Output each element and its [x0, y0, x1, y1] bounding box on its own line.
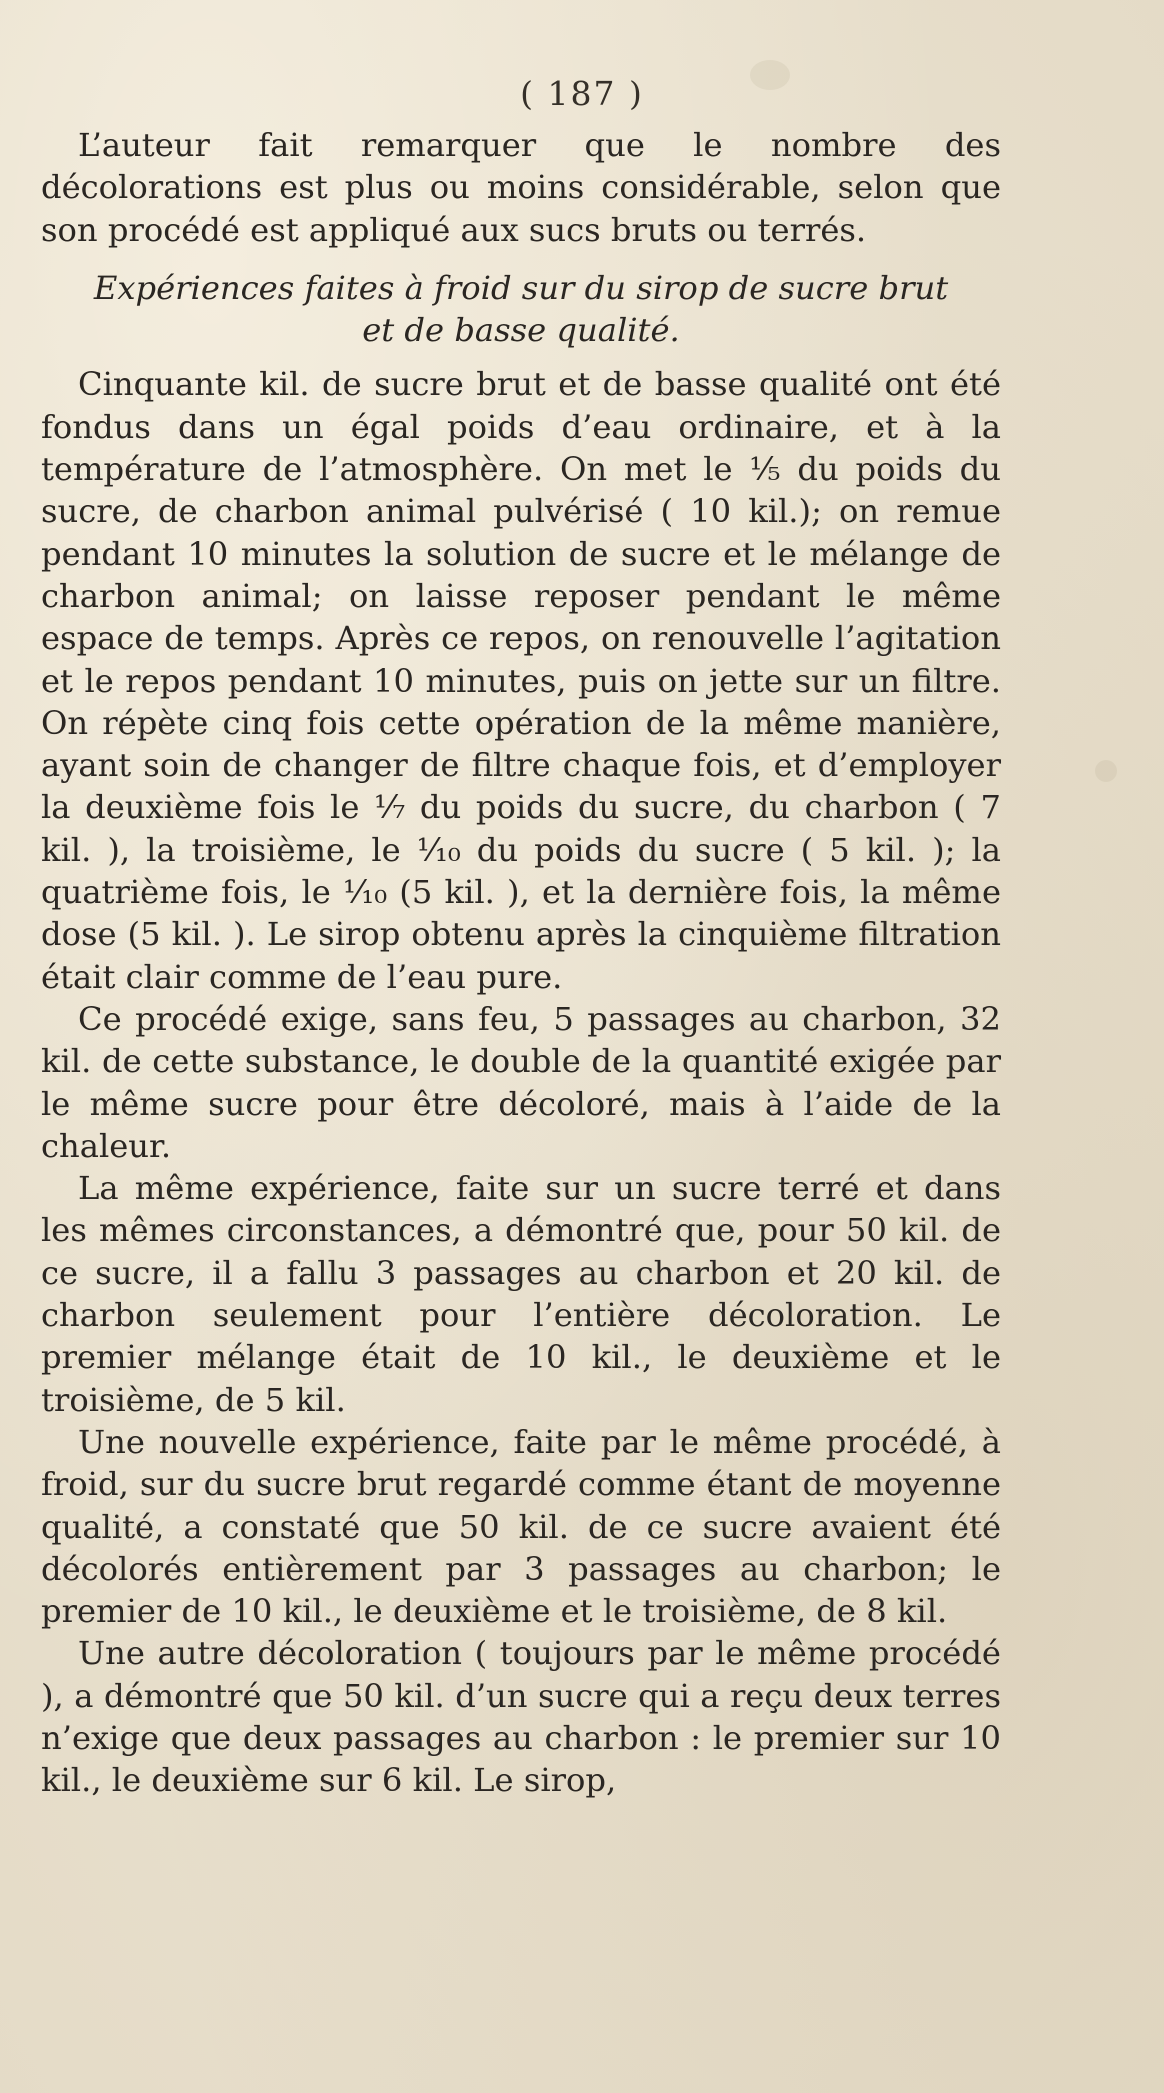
paragraph-experiment-brut: Cinquante kil. de sucre brut et de basse qualité ont été fondus dans un égal poids d’eau ordinaire, et à la température de l’atmosphère. On met le ¹⁄₅ du poids du sucre, de charbon animal pulvérisé ( 10 kil.); on remue pendant 10 minutes la solution de sucre et le mélange de charbon animal; on laisse reposer pendant le même espace de temps. Après ce repos, on renouvelle l’agitation et le repos pendant 10 minutes, puis on jette sur un filtre. On répète cinq fois cette opération de la même manière, ayant soin de changer de filtre chaque fois, et d’employer la deuxième fois le ¹⁄₇ du poids du sucre, du charbon ( 7 kil. ), la troisième, le ¹⁄₁₀ du poids du sucre ( 5 kil. ); la quatrième fois, le ¹⁄₁₀ (5 kil. ), et la dernière fois, la même dose (5 kil. ). Le sirop obtenu après la cinquième filtration était clair comme de l’eau pure.: [41, 365, 1001, 996]
body-text: [41, 124, 1001, 1802]
paragraph-sucre-terre: La même expérience, faite sur un sucre terré et dans les mêmes circonstances, a démontré que, pour 50 kil. de ce sucre, il a fallu 3 passages au charbon et 20 kil. de charbon seulement pour l’entière décoloration. Le premier mélange était de 10 kil., le deuxième et le troisième, de 5 kil.: [41, 1169, 1001, 1419]
paragraph-autre-decoloration: Une autre décoloration ( toujours par le même procédé ), a démontré que 50 kil. d’un sucre qui a reçu deux terres n’exige que deux passages au charbon : le premier sur 10 kil., le deuxième sur 6 kil. Le sirop,: [41, 1634, 1001, 1800]
page-number: ( 187 ): [520, 74, 644, 113]
paper-stain: [1095, 760, 1117, 782]
paragraph-procede: Ce procédé exige, sans feu, 5 passages au charbon, 32 kil. de cette substance, le double de la quantité exigée par le même sucre pour être décoloré, mais à l’aide de la chaleur.: [41, 999, 1001, 1165]
paragraph-intro: L’auteur fait remarquer que le nombre des décolorations est plus ou moins considérable, selon que son procédé est appliqué aux sucs bruts ou terrés.: [41, 126, 1001, 249]
section-heading: Expériences faites à froid sur du sirop de sucre brut et de basse qualité.: [93, 268, 949, 350]
paragraph-nouvelle-experience: Une nouvelle expérience, faite par le même procédé, à froid, sur du sucre brut regardé comme étant de moyenne qualité, a constaté que 50 kil. de ce sucre avaient été décolorés entièrement par 3 passages au charbon; le premier de 10 kil., le deuxième et le troisième, de 8 kil.: [41, 1422, 1001, 1631]
